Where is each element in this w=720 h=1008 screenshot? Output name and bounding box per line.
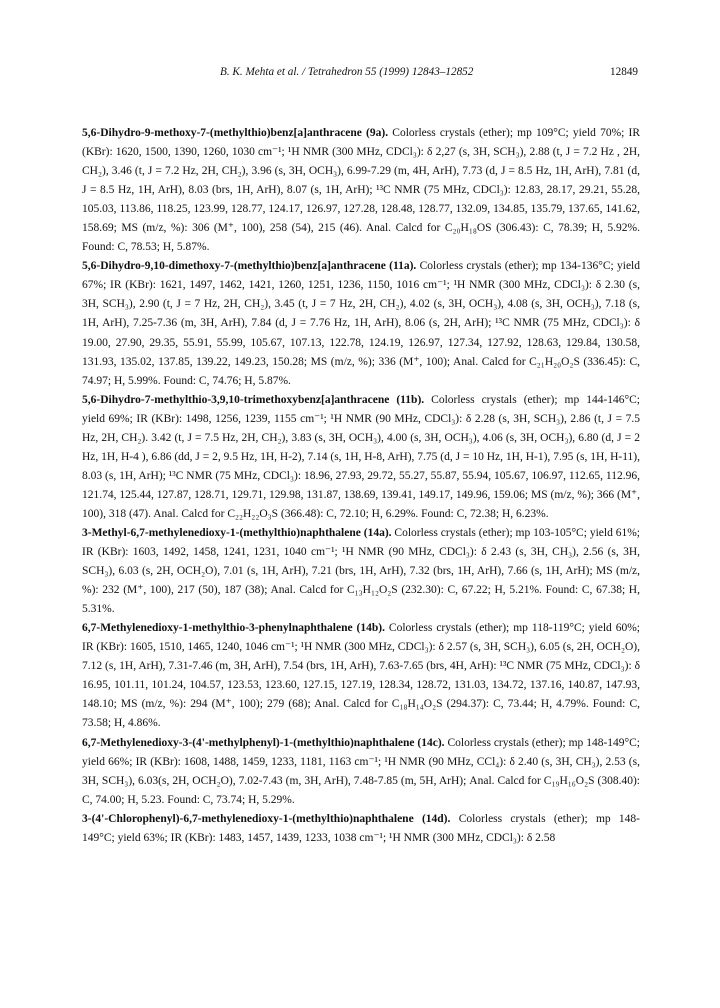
compound-data: Colorless crystals (ether); mp 109°C; yield 70%; IR (KBr): 1620, 1500, 1390, 1260, 1030 cm⁻¹; ¹H NMR (300 MHz, CDCl₃): δ 2,27 (s, 3H, SCH₃), 2.88 (t, J = 7.2 Hz , 2H, CH₂), 3.46 (t, J = 7.2 Hz, 2H, CH₂), 3.96 (s, 3H, OCH₃), 6.99-7.29 (m, 4H, ArH), 7.73 (d, J = 8.5 Hz, 1H, ArH), 7.81 (d, J = 8.5 Hz, 1H, ArH), 8.03 (brs, 1H, ArH), 8.07 (s, 1H, ArH); ¹³C NMR (75 MHz, CDCl₃): 12.83, 28.17, 29.21, 55.28, 105.03, 113.86, 118.25, 123.99, 128.77, 124.17, 126.97, 127.28, 128.48, 128.77, 132.09, 134.85, 135.79, 137.65, 141.62, 158.69; MS (m/z, %): 306 (M⁺, 100), 258 (54), 215 (46). Anal. Calcd for C₂₀H₁₈OS (306.43): C, 78.39; H, 5.92%. Found: C, 78.53; H, 5.87%.: [82, 127, 641, 254]
compound-data: Colorless crystals (ether); mp 118-119°C; yield 60%; IR (KBr): 1605, 1510, 1465, 1240, 1046 cm⁻¹; ¹H NMR (300 MHz, CDCl₃): δ 2.57 (s, 3H, SCH₃), 6.05 (s, 2H, OCH₂O), 7.12 (s, 1H, ArH), 7.31-7.46 (m, 3H, ArH), 7.54 (brs, 1H, ArH), 7.63-7.65 (brs, 4H, ArH): ¹³C NMR (75 MHz, CDCl₃): δ 16.95, 101.11, 101.24, 104.57, 123.53, 123.60, 127.15, 127.19, 128.34, 128.72, 131.03, 134.72, 137.16, 140.87, 147.93, 148.10; MS (m/z, %): 294 (M⁺, 100); 279 (68); Anal. Calcd for C₁₈H₁₄O₂S (294.37): C, 73.44; H, 4.79%. Found: C, 73.58; H, 4.86%.: [82, 622, 640, 730]
compound-entry-14d: [82, 810, 640, 848]
experimental-text: [82, 124, 640, 848]
running-header: [82, 66, 638, 82]
compound-name: 5,6-Dihydro-9-methoxy-7-(methylthio)benz[a]anthracene (9a).: [82, 127, 389, 139]
compound-name: 3-(4'-Chlorophenyl)-6,7-methylenedioxy-1-(methylthio)naphthalene (14d).: [82, 812, 451, 825]
compound-name: 5,6-Dihydro-9,10-dimethoxy-7-(methylthio)benz[a]anthracene (11a).: [82, 260, 417, 273]
running-title: B. K. Mehta et al. / Tetrahedron 55 (1999) 12843–12852: [220, 66, 474, 78]
compound-name: 3-Methyl-6,7-methylenedioxy-1-(methylthio)naphthalene (14a).: [82, 526, 392, 539]
compound-entry-11a: [82, 257, 640, 390]
compound-data: Colorless crystals (ether); mp 134-136°C; yield 67%; IR (KBr): 1621, 1497, 1462, 1421, 1260, 1251, 1236, 1150, 1016 cm⁻¹; ¹H NMR (300 MHz, CDCl₃): δ 2.30 (s, 3H, SCH₃), 2.90 (t, J = 7 Hz, 2H, CH₂), 3.45 (t, J = 7 Hz, 2H, CH₂), 4.02 (s, 3H, OCH₃), 4.08 (s, 3H, OCH₃), 7.18 (s, 1H, ArH), 7.25-7.36 (m, 3H, ArH), 7.84 (d, J = 7.76 Hz, 1H, ArH), 8.06 (s, 2H, ArH); ¹³C NMR (75 MHz, CDCl₃): δ 19.00, 27.90, 29.35, 55.91, 55.99, 105.67, 107.13, 122.78, 124.19, 126.97, 127.34, 127.92, 128.63, 129.84, 130.58, 131.93, 135.02, 137.85, 139.22, 149.23, 150.28; MS (m/z, %); 336 (M⁺, 100); Anal. Calcd for C₂₁H₂₀O₂S (336.45): C, 74.97; H, 5.99%. Found: C, 74.76; H, 5.87%.: [82, 260, 640, 387]
compound-data: Colorless crystals (ether); mp 148-149°C; yield 66%; IR (KBr): 1608, 1488, 1459, 1233, 1181, 1163 cm⁻¹; ¹H NMR (90 MHz, CCl₄): δ 2.40 (s, 3H, CH₃), 2.53 (s, 3H, SCH₃), 6.03(s, 2H, OCH₂O), 7.02-7.43 (m, 3H, ArH), 7.48-7.85 (m, 5H, ArH); Anal. Calcd for C₁₉H₁₆O₂S (308.40): C, 74.00; H, 5.23. Found: C, 73.74; H, 5.29%.: [82, 736, 640, 806]
compound-data: Colorless crystals (ether); mp 148-149°C; yield 63%; IR (KBr): 1483, 1457, 1439, 1233, 1038 cm⁻¹; ¹H NMR (300 MHz, CDCl₃): δ 2.58: [82, 812, 640, 844]
page-number: 12849: [610, 66, 638, 78]
compound-entry-14c: [82, 734, 640, 810]
compound-name: 5,6-Dihydro-7-methylthio-3,9,10-trimethoxybenz[a]anthracene (11b).: [82, 393, 425, 406]
compound-name: 6,7-Methylenedioxy-3-(4'-methylphenyl)-1-(methylthio)naphthalene (14c).: [82, 736, 445, 749]
compound-data: Colorless crystals (ether); mp 103-105°C; yield 61%; IR (KBr): 1603, 1492, 1458, 1241, 1231, 1040 cm⁻¹; ¹H NMR (90 MHz, CDCl₃): δ 2.43 (s, 3H, CH₃), 2.56 (s, 3H, SCH₃), 6.03 (s, 2H, OCH₂O), 7.01 (s, 1H, ArH), 7.21 (brs, 1H, ArH), 7.32 (brs, 1H, ArH), 7.66 (s, 1H, ArH); MS (m/z, %): 232 (M⁺, 100), 217 (50), 187 (38); Anal. Calcd for C₁₃H₁₂O₂S (232.30): C, 67.22; H, 5.21%. Found: C, 67.38; H, 5.31%.: [82, 526, 640, 616]
compound-entry-9a: [82, 124, 640, 257]
compound-entry-14b: [82, 619, 640, 733]
compound-name: 6,7-Methylenedioxy-1-methylthio-3-phenylnaphthalene (14b).: [82, 622, 385, 635]
compound-entry-11b: [82, 391, 640, 524]
compound-data: Colorless crystals (ether); mp 144-146°C; yield 69%; IR (KBr): 1498, 1256, 1239, 1155 cm⁻¹; ¹H NMR (90 MHz, CDCl₃): δ 2.28 (s, 3H, SCH₃), 2.86 (t, J = 7.5 Hz, 2H, CH₂). 3.42 (t, J = 7.5 Hz, 2H, CH₂), 3.83 (s, 3H, OCH₃), 4.00 (s, 3H, OCH₃), 4.06 (s, 3H, OCH₃), 6.80 (d, J = 2 Hz, 1H, H-4 ), 6.86 (dd, J = 2, 9.5 Hz, 1H, H-2), 7.14 (s, 1H, H-8, ArH), 7.75 (d, J = 10 Hz, 1H, H-1), 7.95 (s, 1H, H-11), 8.03 (s, 1H, ArH); ¹³C NMR (75 MHz, CDCl₃): 18.96, 27.93, 29.72, 55.27, 55.87, 55.94, 105.67, 106.97, 112.65, 112.96, 121.74, 125.44, 127.87, 128.71, 129.71, 129.98, 131.87, 138.69, 139.41, 149.17, 149.96, 159.06; MS (m/z, %); 366 (M⁺, 100), 318 (47). Anal. Calcd for C₂₂H₂₂O₃S (366.48): C, 72.10; H, 6.29%. Found: C, 72.38; H, 6.23%.: [82, 393, 640, 520]
compound-entry-14a: [82, 524, 640, 619]
